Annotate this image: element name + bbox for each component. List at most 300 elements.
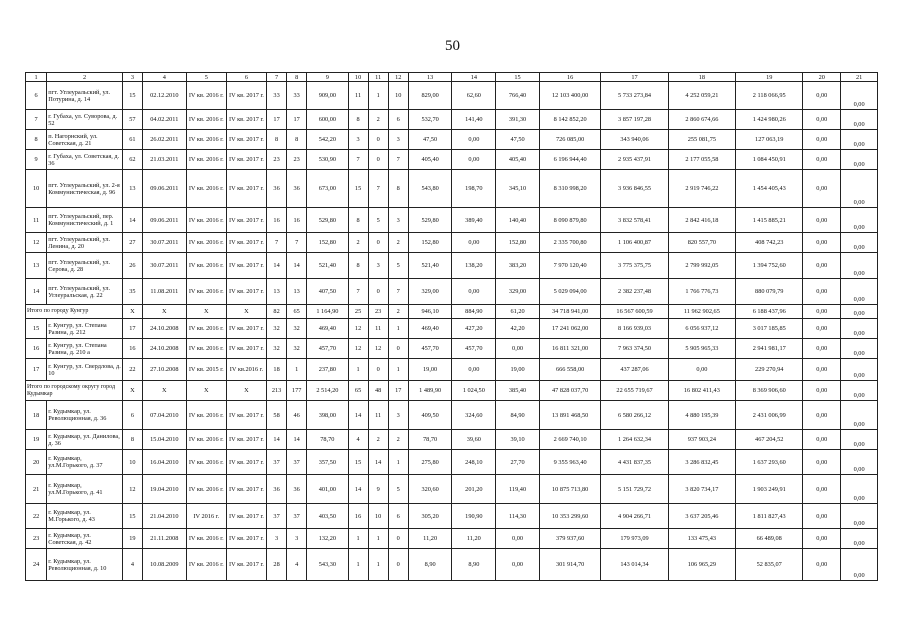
table-cell: 2 799 992,05 [668,253,735,279]
table-cell: IV кв. 2016 г. [186,82,226,110]
table-cell: 1 489,90 [408,381,452,401]
table-cell: 0,00 [803,549,841,581]
table-cell: 8 [348,253,368,279]
table-cell: 14 [287,430,307,450]
table-cell: 0,00 [841,130,878,150]
table-cell: 2 [348,233,368,253]
table-cell: 2 842 416,18 [668,208,735,233]
table-cell: 7 [267,233,287,253]
table-cell: 0,00 [841,150,878,170]
table-cell: 1 [388,319,408,339]
table-cell: 0,00 [841,253,878,279]
table-cell: 11 [26,208,47,233]
table-cell: 82 [267,305,287,319]
table-cell: 16 [348,504,368,529]
column-number-cell: 16 [539,73,600,82]
table-cell: 7 963 374,50 [601,339,668,359]
table-cell: г. Кудымкар, ул. М.Горького, д. 43 [47,504,123,529]
table-cell: 2 118 066,95 [736,82,803,110]
table-cell: 0,00 [803,381,841,401]
table-cell: X [226,305,266,319]
table-cell: 0,00 [452,233,496,253]
table-cell: 2 [388,233,408,253]
table-cell: г. Кудымкар, ул. Революционная, д. 10 [47,549,123,581]
table-cell: 190,90 [452,504,496,529]
table-cell: 24 [26,549,47,581]
table-cell: IV кв. 2017 г. [226,82,266,110]
table-cell: 543,30 [307,549,348,581]
table-cell: 61,20 [496,305,540,319]
table-cell: 7 [287,233,307,253]
table-row [26,529,878,549]
table-row [26,475,878,504]
table-cell: 61 [122,130,142,150]
table-cell: 18 [26,401,47,430]
table-cell: 62 [122,150,142,170]
table-cell: 11 [368,401,388,430]
table-cell: 179 973,09 [601,529,668,549]
table-cell: 106 965,29 [668,549,735,581]
table-cell: 13 891 468,50 [539,401,600,430]
column-number-cell: 17 [601,73,668,82]
table-cell: 6 [122,401,142,430]
table-cell: 320,60 [408,475,452,504]
table-cell: 0,00 [803,110,841,130]
table-cell: 0,00 [841,233,878,253]
table-cell: IV кв. 2016 г. [186,130,226,150]
table-cell: 8 [267,130,287,150]
table-cell: 0,00 [841,529,878,549]
table-cell: 17 [287,110,307,130]
table-cell: 457,70 [452,339,496,359]
column-number-cell: 3 [122,73,142,82]
table-cell: 532,70 [408,110,452,130]
table-cell: г. Кудымкар, ул. Данилова, д. 36 [47,430,123,450]
table-cell: 16 [267,208,287,233]
column-number-cell: 11 [368,73,388,82]
table-cell: X [186,381,226,401]
table-cell: IV кв. 2017 г. [226,450,266,475]
table-cell: 9 355 963,40 [539,450,600,475]
table-cell: 5 733 273,84 [601,82,668,110]
table-cell: 0,00 [496,339,540,359]
table-cell: г. Губаха, ул. Суворова, д. 52 [47,110,123,130]
table-cell: 25 [348,305,368,319]
table-cell: 880 079,79 [736,279,803,305]
table-cell: 467 204,52 [736,430,803,450]
column-number-cell: 14 [452,73,496,82]
table-cell: 6 188 437,96 [736,305,803,319]
table-cell: 1 454 405,43 [736,170,803,208]
table-cell: X [186,305,226,319]
table-cell: 2 860 674,66 [668,110,735,130]
table-cell: 37 [267,450,287,475]
table-cell: 30.07.2011 [142,253,186,279]
table-cell: 16 567 600,59 [601,305,668,319]
table-cell: 0,00 [841,279,878,305]
table-cell: 8 369 906,60 [736,381,803,401]
table-cell: 58 [267,401,287,430]
table-cell: г. Кудымкар, ул.М.Горького, д. 41 [47,475,123,504]
table-cell: 11 962 902,65 [668,305,735,319]
total-row [26,305,878,319]
table-cell: 2 [368,110,388,130]
table-cell: 11,20 [452,529,496,549]
table-cell: 140,40 [496,208,540,233]
table-cell: 0,00 [668,359,735,381]
table-cell: пгт. Углеуральский, ул. Потурина, д. 14 [47,82,123,110]
table-cell: 0,00 [803,279,841,305]
table-cell: 255 081,75 [668,130,735,150]
table-cell: 36 [287,170,307,208]
table-cell: 3 017 185,85 [736,319,803,339]
table-cell: 15 [348,450,368,475]
table-cell: 0 [368,359,388,381]
table-cell: 0,00 [452,359,496,381]
column-number-cell: 20 [803,73,841,82]
table-cell: 829,00 [408,82,452,110]
table-cell: 18 [267,359,287,381]
table-row [26,319,878,339]
table-cell: 3 [388,401,408,430]
table-cell: 15.04.2010 [142,430,186,450]
table-cell: 32 [287,319,307,339]
table-cell: 0,00 [803,319,841,339]
table-cell: 5 029 094,00 [539,279,600,305]
table-cell: 1 [348,549,368,581]
table-cell: 28 [267,549,287,581]
table-cell: 5 [388,475,408,504]
table-cell: 383,20 [496,253,540,279]
table-cell: IV кв. 2017 г. [226,253,266,279]
table-cell: 1 [388,450,408,475]
table-cell: 4 880 195,39 [668,401,735,430]
table-cell: 12 103 400,00 [539,82,600,110]
table-cell: 0,00 [803,233,841,253]
table-cell: 7 [26,110,47,130]
table-cell: 1 637 293,60 [736,450,803,475]
table-cell: 0,00 [841,504,878,529]
table-cell: 39,10 [496,430,540,450]
table-cell: IV кв. 2017 г. [226,233,266,253]
table-cell: 0,00 [803,170,841,208]
table-cell: IV кв. 2017 г. [226,339,266,359]
table-cell: 47,50 [496,130,540,150]
table-cell: 141,40 [452,110,496,130]
table-row [26,450,878,475]
table-cell: пгт. Углеуральский, ул. Серова, д. 28 [47,253,123,279]
table-cell: 3 [368,253,388,279]
table-cell: 198,70 [452,170,496,208]
table-cell: 8 142 852,20 [539,110,600,130]
table-cell: 6 196 944,40 [539,150,600,170]
table-row [26,430,878,450]
table-cell: г. Кудымкар, ул. Советская, д. 42 [47,529,123,549]
table-cell: X [122,305,142,319]
table-cell: 7 970 120,40 [539,253,600,279]
table-cell: 14 [368,450,388,475]
table-cell: IV кв. 2017 г. [226,170,266,208]
table-cell: X [122,381,142,401]
table-cell: 27,70 [496,450,540,475]
table-cell: 39,60 [452,430,496,450]
table-cell: г. Кудымкар, ул.М.Горького, д. 37 [47,450,123,475]
table-cell: IV кв. 2017 г. [226,279,266,305]
table-cell: 0,00 [841,319,878,339]
table-cell: 37 [287,450,307,475]
table-cell: 19 [26,430,47,450]
page-number: 50 [445,38,460,54]
table-cell: 14 [122,208,142,233]
table-cell: IV кв. 2016 г. [186,475,226,504]
table-cell: 909,00 [307,82,348,110]
table-cell: 2 941 981,17 [736,339,803,359]
table-cell: 21.11.2008 [142,529,186,549]
total-label-cell: Итого по городу Кунгур [26,305,123,319]
column-number-cell: 7 [267,73,287,82]
table-cell: 22 655 719,67 [601,381,668,401]
table-cell: 409,50 [408,401,452,430]
table-cell: 1 [368,549,388,581]
table-cell: 946,10 [408,305,452,319]
table-cell: 248,10 [452,450,496,475]
table-cell: 0,00 [803,305,841,319]
table-cell: 5 905 965,33 [668,339,735,359]
table-cell: 16 [122,339,142,359]
table-cell: IV кв. 2017 г. [226,430,266,450]
table-cell: 23 [287,150,307,170]
table-cell: IV кв. 2016 г. [186,549,226,581]
table-cell: 04.02.2011 [142,110,186,130]
table-cell: 10 [26,170,47,208]
table-cell: 2 [368,430,388,450]
table-cell: 152,80 [408,233,452,253]
table-cell: 884,90 [452,305,496,319]
table-row [26,504,878,529]
table-cell: IV кв.2016 г. [226,359,266,381]
table-cell: пгт. Углеуральский, ул. Ленина, д. 20 [47,233,123,253]
table-cell: IV кв. 2016 г. [186,430,226,450]
table-cell: 2 382 237,48 [601,279,668,305]
table-cell: 530,90 [307,150,348,170]
table-cell: 0,00 [841,110,878,130]
table-cell: 127 063,19 [736,130,803,150]
table-cell: п. Нагорнский, ул. Советская, д. 21 [47,130,123,150]
table-cell: 12 [348,339,368,359]
table-cell: 4 [348,430,368,450]
table-cell: 0,00 [841,339,878,359]
table-cell: пгт. Углеуральский, ул. Углеуральская, д. 22 [47,279,123,305]
table-cell: 3 [287,529,307,549]
table-cell: 13 [122,170,142,208]
table-cell: 8 [287,130,307,150]
table-cell: 143 014,34 [601,549,668,581]
table-cell: IV кв. 2016 г. [186,279,226,305]
table-cell: 13 [287,279,307,305]
table-cell: г. Кунгур, ул. Степана Разина, д. 212 [47,319,123,339]
table-cell: 15 [348,170,368,208]
table-cell: 1 [388,359,408,381]
table-cell: 16 [287,208,307,233]
column-number-cell: 10 [348,73,368,82]
table-cell: 36 [287,475,307,504]
table-cell: 13 [267,279,287,305]
table-cell: 275,80 [408,450,452,475]
table-cell: 32 [267,339,287,359]
table-cell: 2 669 740,10 [539,430,600,450]
table-row [26,170,878,208]
table-cell: 937 903,24 [668,430,735,450]
table-cell: 3 [348,130,368,150]
table-cell: 0,00 [803,529,841,549]
table-cell: 152,80 [496,233,540,253]
table-cell: 1 [348,359,368,381]
table-cell: 0 [368,233,388,253]
table-cell: 8 [348,110,368,130]
table-cell: 0,00 [841,549,878,581]
table-cell: г. Кудымкар, ул. Революционная, д. 36 [47,401,123,430]
table-cell: 2 935 437,91 [601,150,668,170]
table-cell: 47,50 [408,130,452,150]
table-cell: 14 [267,430,287,450]
table-cell: 7 [368,170,388,208]
table-cell: IV 2016 г. [186,504,226,529]
table-cell: 405,40 [496,150,540,170]
column-number-cell: 4 [142,73,186,82]
table-cell: IV кв. 2017 г. [226,110,266,130]
table-cell: 0,00 [803,339,841,359]
column-number-cell: 9 [307,73,348,82]
table-cell: 6 [26,82,47,110]
table-cell: IV кв. 2016 г. [186,339,226,359]
table-cell: 1 164,90 [307,305,348,319]
table-cell: 8 310 998,20 [539,170,600,208]
table-cell: 4 [287,549,307,581]
table-cell: 32 [287,339,307,359]
table-cell: 469,40 [307,319,348,339]
table-row [26,82,878,110]
table-cell: 0,00 [803,430,841,450]
table-cell: 8 166 939,03 [601,319,668,339]
table-cell: 07.04.2010 [142,401,186,430]
table-cell: 389,40 [452,208,496,233]
table-cell: 22 [26,504,47,529]
column-number-cell: 21 [841,73,878,82]
table-cell: 2 [388,305,408,319]
table-cell: 0,00 [803,253,841,279]
table-cell: 0,00 [803,504,841,529]
table-cell: 17 [267,110,287,130]
table-cell: 6 056 937,12 [668,319,735,339]
table-cell: 1 415 885,21 [736,208,803,233]
table-cell: 138,20 [452,253,496,279]
table-cell: 62,60 [452,82,496,110]
table-cell: 17 [26,359,47,381]
table-cell: 305,20 [408,504,452,529]
table-cell: 21.03.2011 [142,150,186,170]
table-cell: 357,50 [307,450,348,475]
table-cell: 21.04.2010 [142,504,186,529]
table-cell: 201,20 [452,475,496,504]
table-cell: 52 835,07 [736,549,803,581]
table-cell: 36 [267,170,287,208]
table-cell: 3 [388,208,408,233]
table-cell: 1 424 980,26 [736,110,803,130]
table-cell: 46 [287,401,307,430]
table-cell: 0 [388,549,408,581]
table-row [26,253,878,279]
table-cell: 20 [26,450,47,475]
table-row [26,359,878,381]
table-cell: 09.06.2011 [142,170,186,208]
table-cell: 408 742,23 [736,233,803,253]
table-cell: 21 [26,475,47,504]
table-cell: 42,20 [496,319,540,339]
table-cell: 0,00 [841,401,878,430]
table-row [26,208,878,233]
table-cell: 14 [26,279,47,305]
table-row [26,339,878,359]
table-cell: г. Кунгур, ул. Свердлова, д. 10 [47,359,123,381]
table-cell: 1 264 632,34 [601,430,668,450]
table-cell: 7 [348,279,368,305]
table-cell: 02.12.2010 [142,82,186,110]
table-cell: 15 [122,504,142,529]
table-cell: IV кв. 2017 г. [226,319,266,339]
table-cell: 0,00 [841,381,878,401]
table-cell: 0,00 [803,359,841,381]
table-cell: 15 [122,82,142,110]
table-cell: 10 [388,82,408,110]
table-cell: IV кв. 2017 г. [226,529,266,549]
table-cell: 0,00 [803,475,841,504]
table-cell: 22 [122,359,142,381]
column-number-cell: 8 [287,73,307,82]
table-cell: IV кв. 2016 г. [186,253,226,279]
table-cell: IV кв. 2016 г. [186,170,226,208]
table-cell: 4 431 837,35 [601,450,668,475]
column-number-cell: 12 [388,73,408,82]
table-cell: 32 [267,319,287,339]
table-cell: 16 802 411,43 [668,381,735,401]
table-cell: 529,80 [408,208,452,233]
table-cell: 132,20 [307,529,348,549]
table-cell: 8 [122,430,142,450]
table-cell: IV кв. 2017 г. [226,130,266,150]
table-cell: IV кв. 2016 г. [186,150,226,170]
table-cell: 1 [287,359,307,381]
table-cell: 16 [26,339,47,359]
table-cell: 11.08.2011 [142,279,186,305]
table-cell: 820 557,70 [668,233,735,253]
table-row [26,549,878,581]
table-cell: 6 [388,110,408,130]
table-cell: 09.06.2011 [142,208,186,233]
table-cell: 0,00 [803,450,841,475]
column-number-cell: 5 [186,73,226,82]
table-cell: 11 [348,82,368,110]
table-cell: 119,40 [496,475,540,504]
table-cell: 0,00 [452,130,496,150]
table-cell: IV кв. 2017 г. [226,549,266,581]
table-cell: 48 [368,381,388,401]
table-cell: 391,30 [496,110,540,130]
table-cell: 407,50 [307,279,348,305]
table-cell: 33 [267,82,287,110]
table-cell: 385,40 [496,381,540,401]
table-cell: 11,20 [408,529,452,549]
table-cell: 3 637 205,46 [668,504,735,529]
